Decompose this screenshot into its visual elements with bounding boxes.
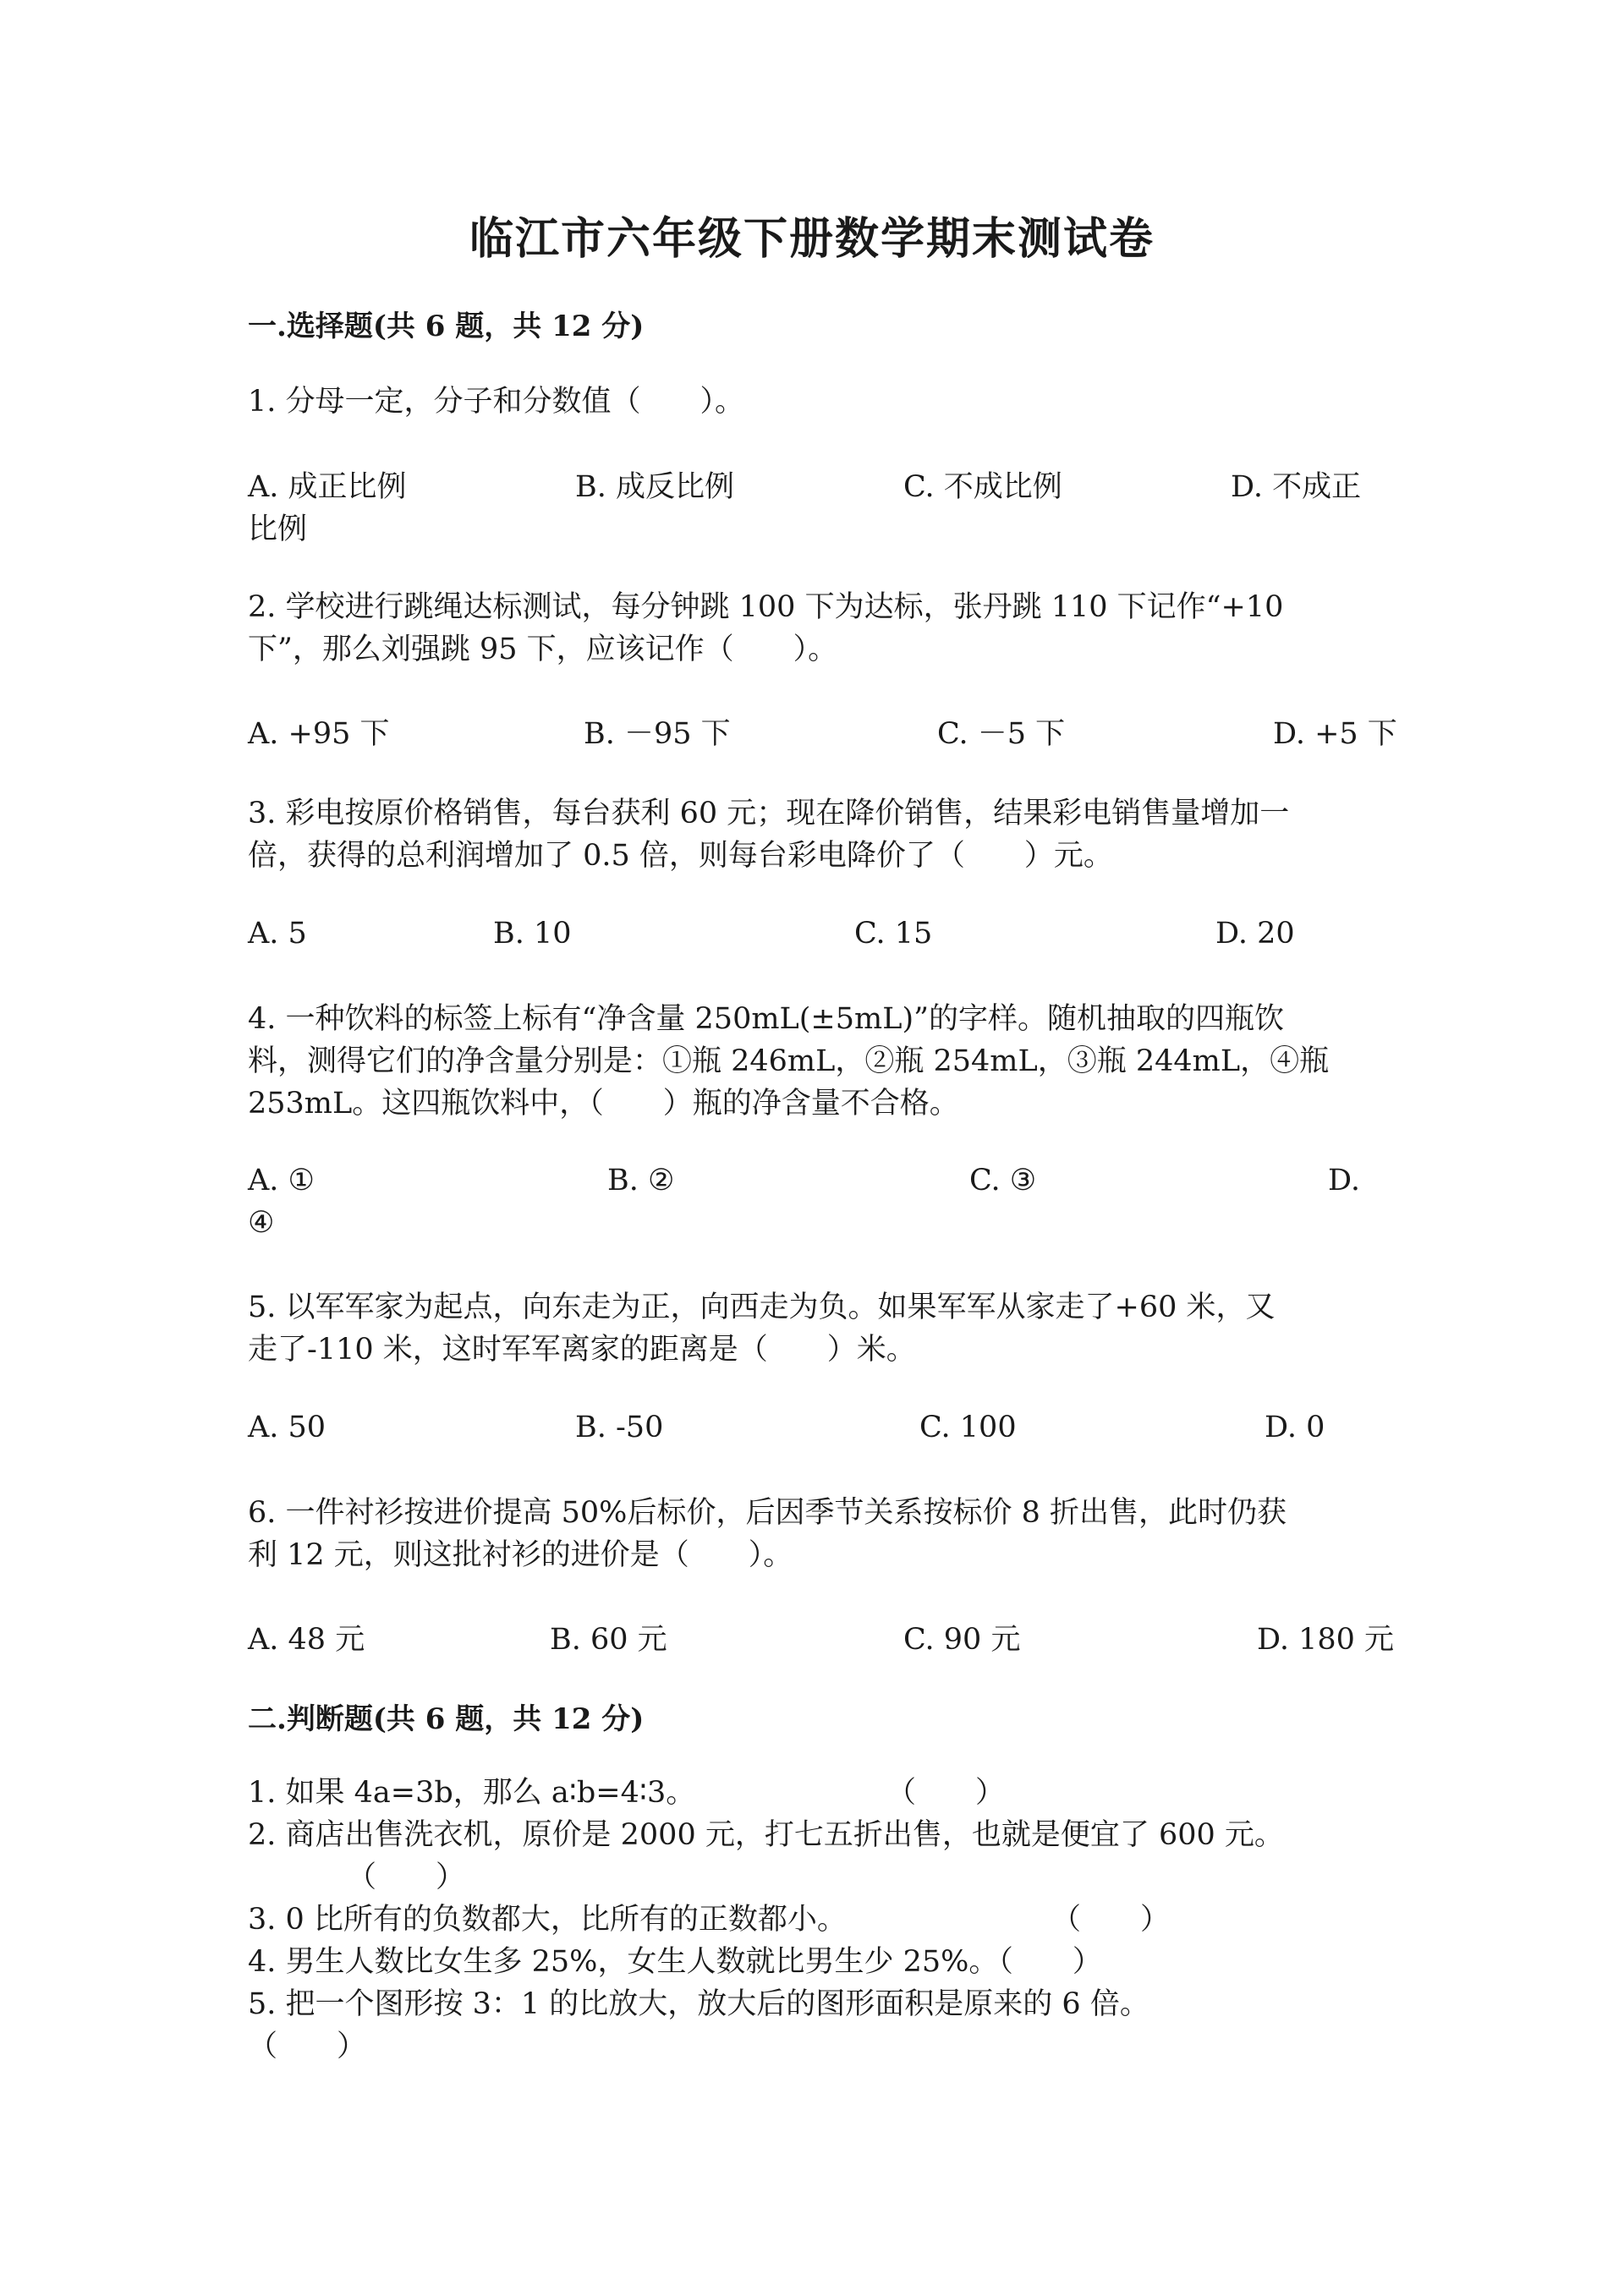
question-5-option-d: D. 0 — [1265, 1411, 1325, 1444]
question-5-option-c: C. 100 — [919, 1411, 1017, 1444]
question-6-option-b: B. 60 元 — [550, 1623, 667, 1657]
question-6-text-line-2: 利 12 元，则这批衬衫的进价是（ ）。 — [248, 1538, 793, 1572]
question-2-text-line-1: 2. 学校进行跳绳达标测试，每分钟跳 100 下为达标，张丹跳 110 下记作“+10 — [248, 590, 1284, 624]
judgement-5-blank: （ ） — [248, 2030, 367, 2063]
question-6-option-d: D. 180 元 — [1257, 1623, 1394, 1657]
question-3-option-a: A. 5 — [248, 917, 307, 951]
judgement-4-text: 4. 男生人数比女生多 25%，女生人数就比男生少 25%。（ ） — [248, 1945, 1102, 1979]
question-4-option-c: C. ③ — [969, 1164, 1037, 1197]
judgement-3-blank: （ ） — [1051, 1903, 1171, 1937]
question-4-option-a: A. ① — [248, 1164, 315, 1197]
question-2-option-b: B. －95 下 — [584, 717, 731, 751]
judgement-2-blank: （ ） — [347, 1860, 466, 1894]
question-6-option-a: A. 48 元 — [248, 1623, 365, 1657]
judgement-5-text: 5. 把一个图形按 3：1 的比放大，放大后的图形面积是原来的 6 倍。 — [248, 1987, 1149, 2021]
question-3-option-b: B. 10 — [493, 917, 572, 951]
question-4-option-b: B. ② — [607, 1164, 675, 1197]
question-3-text-line-1: 3. 彩电按原价格销售，每台获利 60 元；现在降价销售，结果彩电销售量增加一 — [248, 797, 1290, 830]
judgement-1-blank: （ ） — [886, 1776, 1006, 1810]
question-4-option-d: D. — [1328, 1164, 1360, 1197]
question-4-text-line-3: 253mL。这四瓶饮料中，（ ）瓶的净含量不合格。 — [248, 1087, 959, 1121]
question-2-option-d: D. +5 下 — [1273, 717, 1397, 751]
question-1-option-b: B. 成反比例 — [575, 470, 734, 504]
question-4-text-line-2: 料，测得它们的净含量分别是：①瓶 246mL，②瓶 254mL，③瓶 244mL，④瓶 — [248, 1044, 1330, 1078]
question-1-option-c: C. 不成比例 — [903, 470, 1062, 504]
question-6-option-c: C. 90 元 — [903, 1623, 1021, 1657]
question-5-option-a: A. 50 — [248, 1411, 326, 1444]
question-1-option-a: A. 成正比例 — [248, 470, 407, 504]
judgement-1-text: 1. 如果 4a=3b，那么 a∶b=4∶3。 — [248, 1776, 696, 1810]
question-3-option-d: D. 20 — [1215, 917, 1295, 951]
section-heading-choice: 一.选择题(共 6 题，共 12 分) — [248, 310, 645, 343]
question-1-text: 1. 分母一定，分子和分数值（ ）。 — [248, 385, 745, 419]
question-2-option-c: C. －5 下 — [937, 717, 1066, 751]
judgement-2-text: 2. 商店出售洗衣机，原价是 2000 元，打七五折出售，也就是便宜了 600 元。 — [248, 1818, 1284, 1852]
question-5-text-line-2: 走了-110 米，这时军军离家的距离是（ ）米。 — [248, 1333, 916, 1367]
question-1-option-d: D. 不成正 — [1231, 470, 1362, 504]
question-1-option-d-wrap: 比例 — [248, 512, 308, 546]
question-4-option-d-wrap: ④ — [248, 1206, 275, 1240]
question-5-text-line-1: 5. 以军军家为起点，向东走为正，向西走为负。如果军军从家走了+60 米，又 — [248, 1290, 1276, 1324]
question-4-text-line-1: 4. 一种饮料的标签上标有“净含量 250mL(±5mL)”的字样。随机抽取的四瓶饮 — [248, 1002, 1285, 1036]
page-title: 临江市六年级下册数学期末测试卷 — [469, 213, 1155, 265]
section-heading-judgement: 二.判断题(共 6 题，共 12 分) — [248, 1702, 645, 1736]
question-2-option-a: A. +95 下 — [248, 717, 390, 751]
question-2-text-line-2: 下”，那么刘强跳 95 下，应该记作（ ）。 — [248, 633, 838, 666]
judgement-3-text: 3. 0 比所有的负数都大，比所有的正数都小。 — [248, 1903, 847, 1937]
question-3-text-line-2: 倍，获得的总利润增加了 0.5 倍，则每台彩电降价了（ ）元。 — [248, 839, 1113, 873]
question-6-text-line-1: 6. 一件衬衫按进价提高 50%后标价，后因季节关系按标价 8 折出售，此时仍获 — [248, 1496, 1287, 1530]
question-5-option-b: B. -50 — [575, 1411, 664, 1444]
question-3-option-c: C. 15 — [854, 917, 933, 951]
